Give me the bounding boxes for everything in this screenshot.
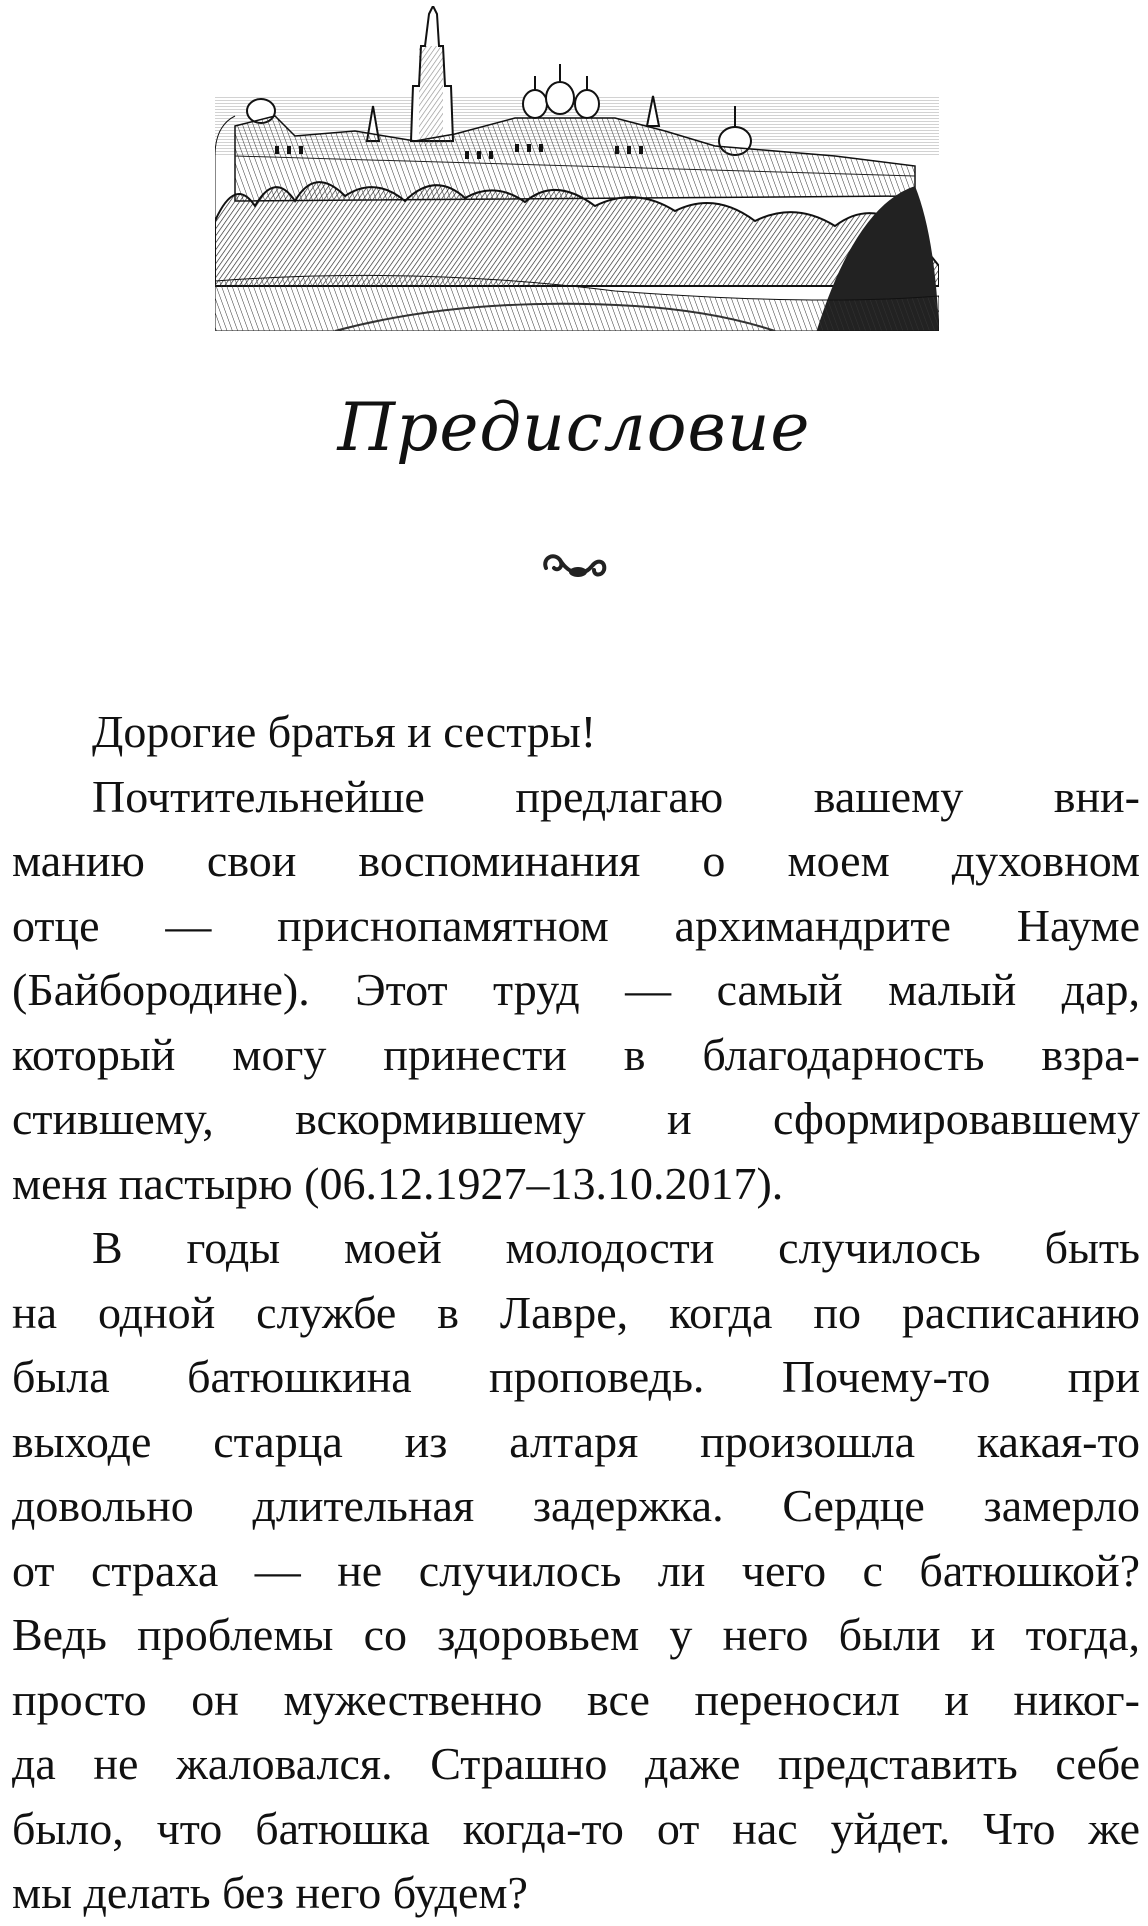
- text-line: да не жаловался. Страшно даже представить себе: [12, 1738, 1140, 1789]
- text-line: стившему, вскормившему и сформировавшему: [12, 1093, 1140, 1144]
- text-line: была батюшкина проповедь. Почему-то при: [12, 1351, 1140, 1402]
- text-line: манию свои воспоминания о моем духовном: [12, 835, 1140, 886]
- text-line: В годы моей молодости случилось быть: [92, 1222, 1140, 1273]
- text-line: мы делать без него будем?: [12, 1867, 528, 1918]
- monastery-engraving-image: [215, 6, 939, 331]
- text-line: Почтительнейше предлагаю вашему вни-: [92, 770, 1140, 822]
- body-text: [12, 700, 1140, 1926]
- text-line: отце — приснопамятном архимандрите Науме: [12, 899, 1140, 951]
- text-line: просто он мужественно все переносил и никог-: [12, 1673, 1140, 1725]
- text-line: (Байбородине). Этот труд — самый малый дар,: [12, 964, 1140, 1015]
- chapter-title: Предисловие: [337, 389, 811, 466]
- text-line: меня пастырю (06.12.1927–13.10.2017).: [12, 1157, 784, 1209]
- text-line: Дорогие братья и сестры!: [92, 706, 597, 757]
- text-line: от страха — не случилось ли чего с батюшкой?: [12, 1544, 1140, 1596]
- text-line: выходе старца из алтаря произошла какая-то: [12, 1415, 1140, 1467]
- text-line: довольно длительная задержка. Сердце замерло: [12, 1480, 1140, 1531]
- text-line: Ведь проблемы со здоровьем у него были и тогда,: [12, 1609, 1140, 1660]
- text-line: который могу принести в благодарность взра-: [12, 1028, 1140, 1080]
- fleuron-icon: [540, 548, 610, 582]
- text-line: на одной службе в Лавре, когда по расписанию: [12, 1286, 1140, 1338]
- text-line: было, что батюшка когда-то от нас уйдет. Что же: [12, 1802, 1140, 1854]
